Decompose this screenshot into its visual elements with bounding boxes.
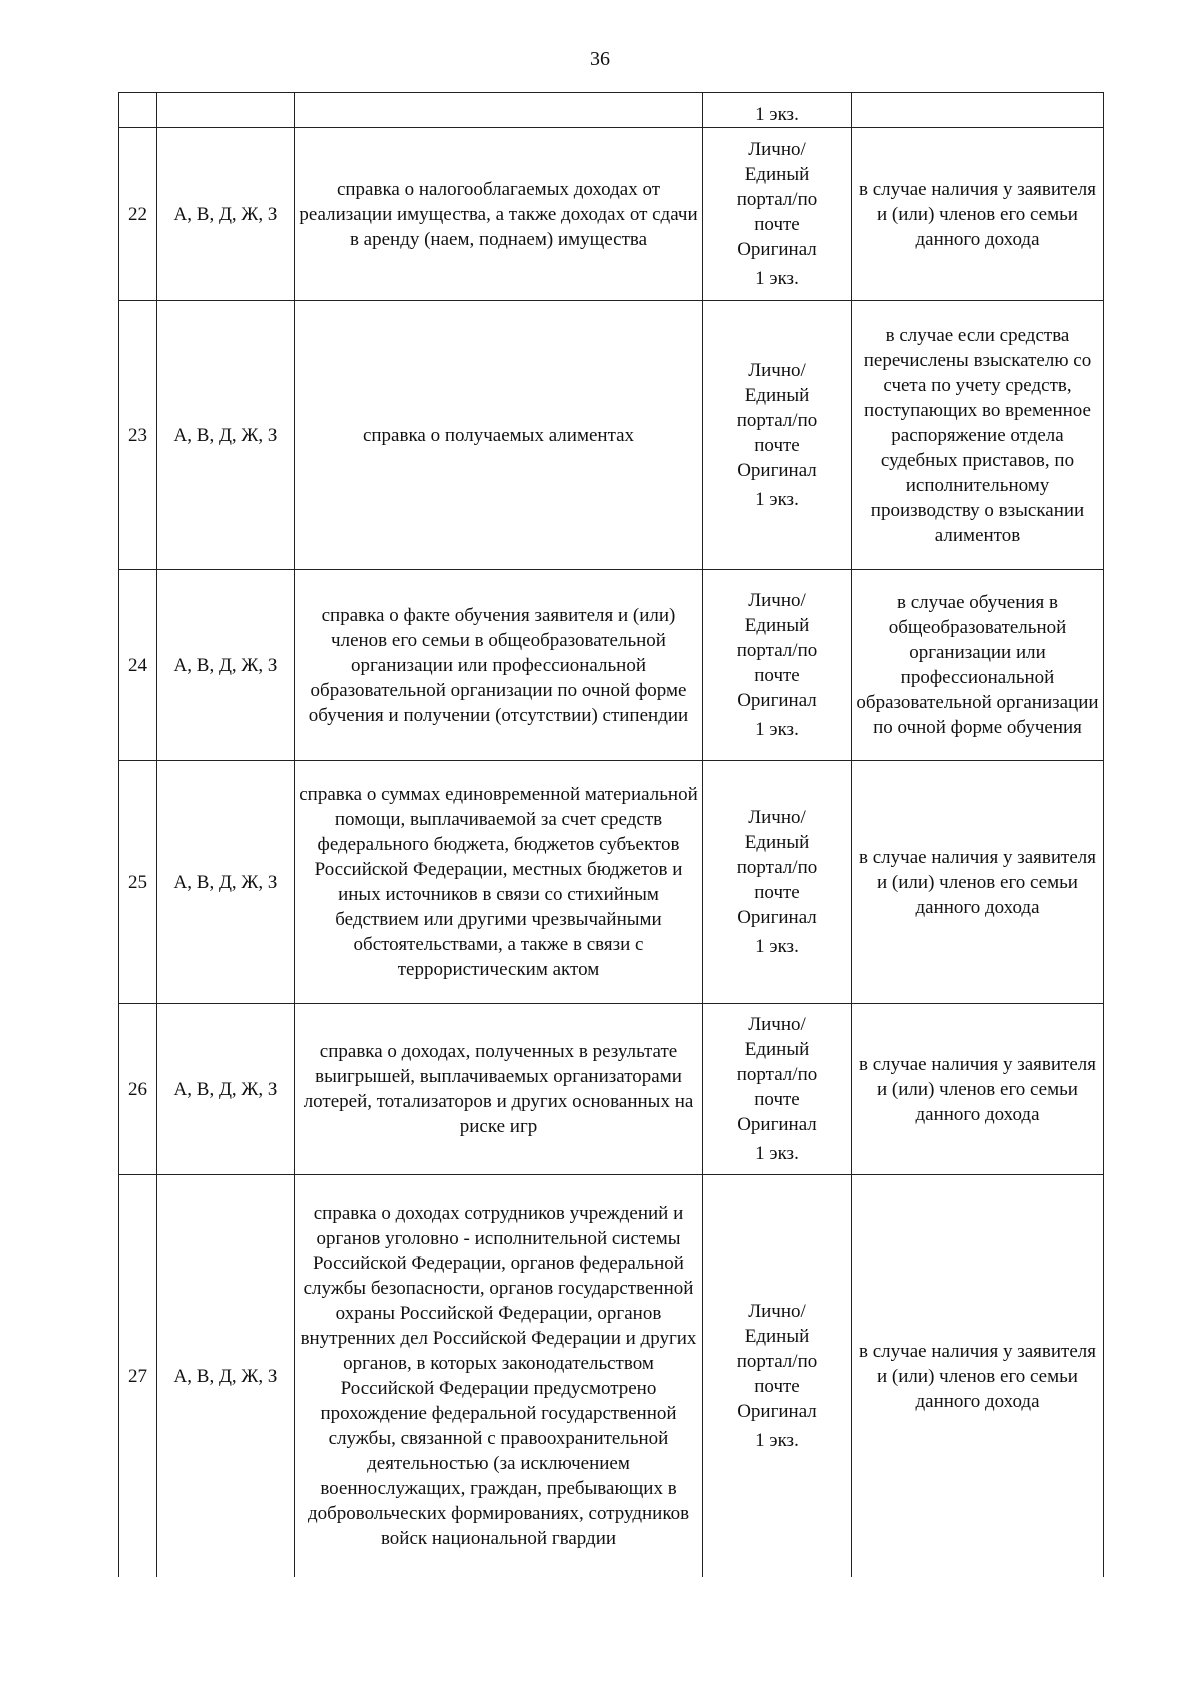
form-line: Оригинал [737, 1401, 817, 1422]
form-line: Оригинал [737, 1114, 817, 1135]
row-document-name: справка о доходах сотрудников учреждений и органов уголовно - исполнительной системы Российской Федерации, органов федеральной службы безопасности, органов государственной охраны Российской Федерации, органов внутренних дел Российской Федерации и других органов, в которых законодательством Российской Федерации предусмотрено прохождение федеральной государственной службы, связанной с правоохранительной деятельностью (за исключением военнослужащих, граждан, пребывающих в добровольческих формированиях, сотрудников войск национальной гвардии [295, 1175, 703, 1578]
row-note: в случае если средства перечислены взыскателю со счета по учету средств, поступающих во временное распоряжение отдела судебных приставов, по исполнительному производству о взыскании алиментов [852, 301, 1104, 570]
row-document-name: справка о суммах единовременной материальной помощи, выплачиваемой за счет средств федерального бюджета, бюджетов субъектов Российской Федерации, местных бюджетов и иных источников в связи со стихийным бедствием или другими чрезвычайными обстоятельствами, а также в связи с террористическим актом [295, 761, 703, 1004]
cell-num [119, 93, 157, 128]
row-copies: 1 экз. [755, 719, 799, 740]
row-number: 22 [119, 128, 157, 301]
form-line: Оригинал [737, 690, 817, 711]
row-categories: А, В, Д, Ж, З [157, 1004, 295, 1175]
form-line: портал/по [736, 1351, 818, 1372]
page-number: 36 [590, 48, 610, 70]
form-line: Лично/ [748, 807, 806, 828]
row-number: 24 [119, 570, 157, 761]
form-line: портал/по [736, 640, 818, 661]
row-document-name: справка о доходах, полученных в результате выигрышей, выплачиваемых организаторами лотерей, тотализаторов и других основанных на риске игр [295, 1004, 703, 1175]
table-row-continuation [119, 93, 1104, 128]
row-copies: 1 экз. [755, 1143, 799, 1164]
form-line: Единый [744, 832, 810, 853]
form-line: Единый [744, 164, 810, 185]
form-line: Оригинал [737, 460, 817, 481]
form-line: портал/по [736, 857, 818, 878]
cell-document [295, 93, 703, 128]
form-line: Единый [744, 615, 810, 636]
row-copies: 1 экз. [755, 936, 799, 957]
row-submission-form [703, 1175, 852, 1578]
cell-note [852, 93, 1104, 128]
row-note: в случае обучения в общеобразовательной организации или профессиональной образовательной организации по очной форме обучения [852, 570, 1104, 761]
table-row-24 [119, 570, 1104, 761]
table-row-27 [119, 1175, 1104, 1578]
form-line: Оригинал [737, 907, 817, 928]
row-document-name: справка о налогооблагаемых доходах от реализации имущества, а также доходах от сдачи в аренду (наем, поднаем) имущества [295, 128, 703, 301]
row-submission-form [703, 761, 852, 1004]
form-line: портал/по [736, 410, 818, 431]
row-number: 27 [119, 1175, 157, 1578]
form-line: почте [754, 1089, 800, 1110]
table-row-22 [119, 128, 1104, 301]
table-row-25 [119, 761, 1104, 1004]
form-line: Лично/ [748, 139, 806, 160]
row-document-name: справка о получаемых алиментах [295, 301, 703, 570]
row-document-name: справка о факте обучения заявителя и (или) членов его семьи в общеобразовательной организации или профессиональной образовательной организации по очной форме обучения и получении (отсутствии) стипендии [295, 570, 703, 761]
row-submission-form [703, 128, 852, 301]
row-note: в случае наличия у заявителя и (или) членов его семьи данного дохода [852, 1004, 1104, 1175]
row-note: в случае наличия у заявителя и (или) членов его семьи данного дохода [852, 128, 1104, 301]
form-line: Лично/ [748, 1014, 806, 1035]
row-categories: А, В, Д, Ж, З [157, 761, 295, 1004]
form-line: портал/по [736, 1064, 818, 1085]
form-line: почте [754, 665, 800, 686]
cell-form: 1 экз. [703, 93, 852, 128]
row-copies: 1 экз. [755, 268, 799, 289]
form-line: Лично/ [748, 590, 806, 611]
form-line: Единый [744, 1326, 810, 1347]
row-note: в случае наличия у заявителя и (или) членов его семьи данного дохода [852, 1175, 1104, 1578]
form-line: почте [754, 214, 800, 235]
row-categories: А, В, Д, Ж, З [157, 128, 295, 301]
row-number: 26 [119, 1004, 157, 1175]
form-line: почте [754, 435, 800, 456]
form-line: Лично/ [748, 1301, 806, 1322]
form-line: почте [754, 1376, 800, 1397]
documents-table [118, 92, 1104, 1577]
row-submission-form [703, 301, 852, 570]
row-categories: А, В, Д, Ж, З [157, 301, 295, 570]
row-note: в случае наличия у заявителя и (или) членов его семьи данного дохода [852, 761, 1104, 1004]
row-submission-form [703, 570, 852, 761]
form-line: Оригинал [737, 239, 817, 260]
form-line: портал/по [736, 189, 818, 210]
row-copies: 1 экз. [755, 489, 799, 510]
form-line: Единый [744, 385, 810, 406]
row-number: 23 [119, 301, 157, 570]
row-number: 25 [119, 761, 157, 1004]
form-line: Единый [744, 1039, 810, 1060]
row-categories: А, В, Д, Ж, З [157, 1175, 295, 1578]
row-submission-form [703, 1004, 852, 1175]
row-categories: А, В, Д, Ж, З [157, 570, 295, 761]
form-line: почте [754, 882, 800, 903]
table-row-23 [119, 301, 1104, 570]
table-row-26 [119, 1004, 1104, 1175]
row-copies: 1 экз. [755, 1430, 799, 1451]
cell-categories [157, 93, 295, 128]
form-line: Лично/ [748, 360, 806, 381]
